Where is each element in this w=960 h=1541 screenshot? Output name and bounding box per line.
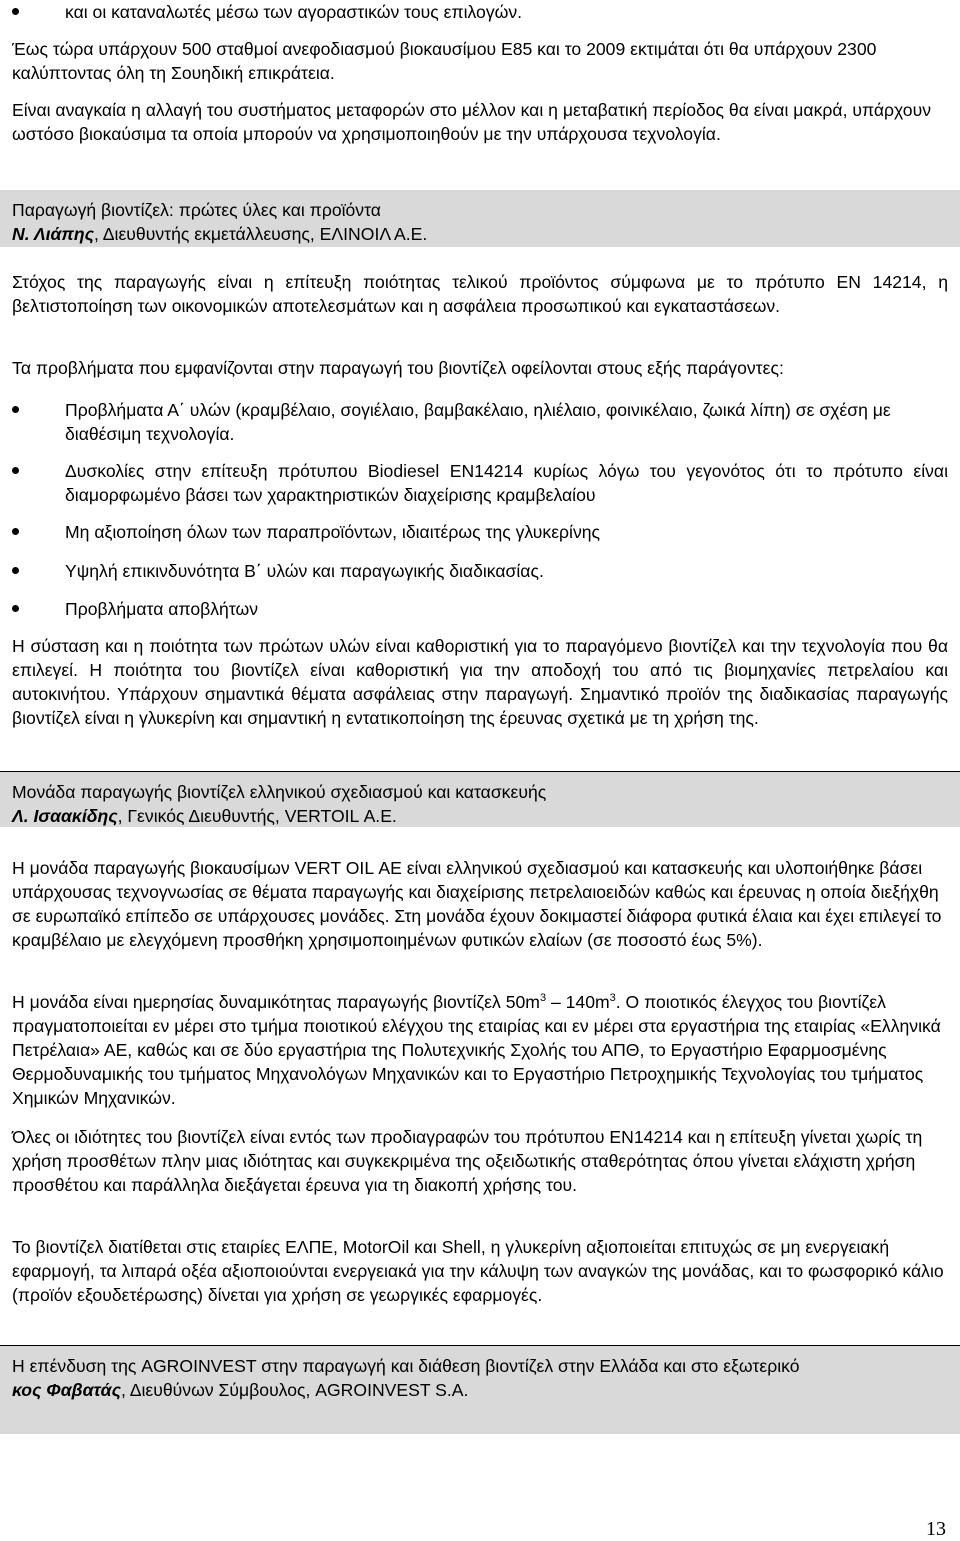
section-heading-box xyxy=(0,772,960,827)
bullet-icon xyxy=(12,467,19,474)
intro-bullet-text: και οι καταναλωτές μέσω των αγοραστικών τους επιλογών. xyxy=(65,2,523,22)
speaker-line xyxy=(12,804,948,828)
bullet-icon xyxy=(12,605,19,612)
section2-paragraph-2: Η μονάδα είναι ημερησίας δυναμικότητας παραγωγής βιοντίζελ $50m^3 - 140m^3$. Ο ποιοτικός έλεγχος του βιοντίζελ πραγματοποιείται εν μέρει στο τμήμα ποιοτικού ελέγχου της εταιρίας και εν μέρει στα εργαστήρια της εταιρίας «Ελληνικά Πετρέλαια» ΑΕ, καθώς και σε δύο εργαστήρια της Πολυτεχνικής Σχολής του ΑΠΘ, το Εργαστήριο Εφαρμοσμένης Θερμοδυναμικής του τμήματος Μηχανολόγων Μηχανικών και το Εργαστήριο Πετροχημικής Τεχνολογίας του τμήματος Χημικών Μηχανικών. xyxy=(12,992,941,1108)
list-item-text: Δυσκολίες στην επίτευξη πρότυπου Biodiesel EN14214 κυρίως λόγω του γεγονότος ότι το πρότυπο είναι διαμορφωμένο βάσει των χαρακτηριστικών διαχείρισης κραμβελαίου xyxy=(65,461,948,505)
speaker-name: Λ. Ισαακίδης xyxy=(12,806,118,826)
list-item-text: Προβλήματα Α΄ υλών (κραμβέλαιο, σογιέλαιο, βαμβακέλαιο, ηλιέλαιο, φοινικέλαιο, ζωικά λίπη) σε σχέση με διαθέσιμη τεχνολογία. xyxy=(65,400,891,444)
list-item-text: Υψηλή επικινδυνότητα Β΄ υλών και παραγωγικής διαδικασίας. xyxy=(65,561,544,581)
speaker-role: , Διευθυντής εκμετάλλευσης, ΕΛΙΝΟΙΛ Α.Ε. xyxy=(94,224,428,244)
list-item-text: Μη αξιοποίηση όλων των παραπροϊόντων, ιδιαιτέρως της γλυκερίνης xyxy=(65,522,601,542)
page-number: 13 xyxy=(926,1518,946,1540)
section-heading-box xyxy=(0,190,960,247)
section2-paragraph-4: Το βιοντίζελ διατίθεται στις εταιρίες ΕΛΠΕ, MotorOil και Shell, η γλυκερίνη αξιοποιείται επιτυχώς σε μη ενεργειακή εφαρμογή, τα λιπαρά οξέα αξιοποιούνται ενεργειακά για την κάλυψη των αναγκών της μονάδας, και το φωσφορικό κάλιο (προϊόν εξουδετέρωσης) δίνεται για χρήση σε γεωργικές εφαρμογές. xyxy=(12,1237,944,1305)
speaker-name: κος Φαβατάς xyxy=(12,1380,121,1400)
intro-paragraph-2: Είναι αναγκαία η αλλαγή του συστήματος μεταφορών στο μέλλον και η μεταβατική περίοδος θα είναι μακρά, υπάρχουν ωστόσο βιοκαύσιμα τα οποία μπορούν να χρησιμοποιηθούν με την υπάρχουσα τεχνολογία. xyxy=(12,100,931,144)
section-title: Η επένδυση της AGROINVEST στην παραγωγή και διάθεση βιοντίζελ στην Ελλάδα και στο εξωτερικό xyxy=(12,1356,800,1376)
section1-paragraph-1: Στόχος της παραγωγής είναι η επίτευξη ποιότητας τελικού προϊόντος σύμφωνα με το πρότυπο ΕΝ 14214, η βελτιστοποίηση των οικονομικών αποτελεσμάτων και η ασφάλεια προσωπικού και εγκαταστάσεων. xyxy=(12,272,948,316)
speaker-role: , Διευθύνων Σύμβουλος, AGROINVEST S.A. xyxy=(120,1380,469,1400)
section1-paragraph-3: Η σύσταση και η ποιότητα των πρώτων υλών είναι καθοριστική για το παραγόμενο βιοντίζελ και την τεχνολογία που θα επιλεγεί. Η ποιότητα του βιοντίζελ είναι καθοριστική για την αποδοχή του από τις βιομηχανίες πετρελαίου και αυτοκινήτου. Υπάρχουν σημαντικά θέματα ασφάλειας στην παραγωγή. Σημαντικό προϊόν της διαδικασίας παραγωγής βιοντίζελ είναι η γλυκερίνη και σημαντική η εντατικοποίηση της έρευνας σχετικά με τη χρήση της. xyxy=(12,636,948,728)
bullet-icon xyxy=(12,567,19,574)
speaker-name: Ν. Λιάπης xyxy=(12,224,94,244)
bullet-icon xyxy=(12,528,19,535)
section-title: Παραγωγή βιοντίζελ: πρώτες ύλες και προϊόντα xyxy=(12,200,381,220)
section2-paragraph-3: Όλες οι ιδιότητες του βιοντίζελ είναι εντός των προδιαγραφών του πρότυπου ΕΝ14214 και η επίτευξη γίνεται χωρίς τη χρήση προσθέτων πλην μιας ιδιότητας και συγκεκριμένα της οξειδωτικής σταθερότητας όπου γίνεται ελάχιστη χρήση προσθέτου και παράλληλα διεξάγεται έρευνα για τη διακοπή χρήσης του. xyxy=(12,1127,923,1195)
speaker-role: , Γενικός Διευθυντής, VERTOIL Α.Ε. xyxy=(117,806,397,826)
section2-paragraph-1: Η μονάδα παραγωγής βιοκαυσίμων VERT OIL ΑΕ είναι ελληνικού σχεδιασμού και κατασκευής και υλοποιήθηκε βάσει υπάρχουσας τεχνογνωσίας σε θέματα παραγωγής και διαχείρισης πετρελαιοειδών καθώς και έρευνας η οποία διεξήχθη σε ευρωπαϊκό επίπεδο σε υπάρχουσες μονάδες. Στη μονάδα έχουν δοκιμαστεί διάφορα φυτικά έλαια και έχει επιλεγεί το κραμβέλαιο με ελεγχόμενη προσθήκη χρησιμοποιημένων φυτικών ελαίων (σε ποσοστό έως 5%). xyxy=(12,858,942,950)
speaker-line xyxy=(12,1378,948,1402)
bullet-icon xyxy=(12,406,19,413)
section1-paragraph-2: Τα προβλήματα που εμφανίζονται στην παραγωγή του βιοντίζελ οφείλονται στους εξής παράγοντες: xyxy=(12,358,784,378)
speaker-line xyxy=(12,222,948,246)
bullet-icon xyxy=(12,8,19,15)
list-item-text: Προβλήματα αποβλήτων xyxy=(65,599,259,619)
section-heading-box xyxy=(0,1346,960,1434)
intro-paragraph-1: Έως τώρα υπάρχουν 500 σταθμοί ανεφοδιασμού βιοκαυσίμου Ε85 και το 2009 εκτιμάται ότι θα υπάρχουν 2300 καλύπτοντας όλη τη Σουηδική επικράτεια. xyxy=(12,39,877,83)
section-title: Μονάδα παραγωγής βιοντίζελ ελληνικού σχεδιασμού και κατασκευής xyxy=(12,782,547,802)
